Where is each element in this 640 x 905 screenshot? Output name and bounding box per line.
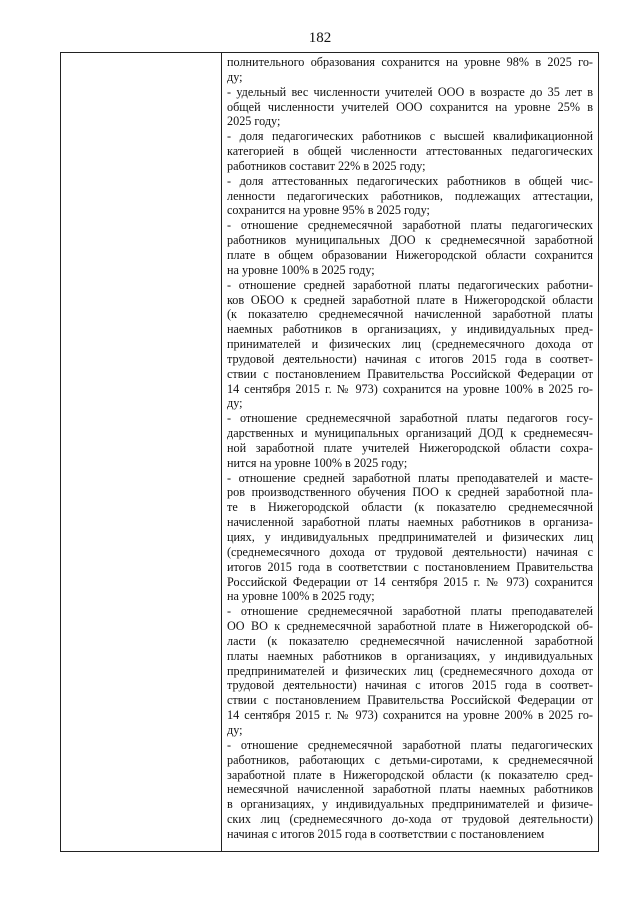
text-line: циях, у индивидуальных предпринимателей и физических лиц <box>227 530 593 544</box>
text-line: 14 сентября 2015 г. № 973) сохранится на уровне 200% в 2025 го- <box>227 708 593 723</box>
list-item <box>227 738 593 842</box>
text-line: те в Нижегородской области (к показателю среднемесячной <box>227 500 593 515</box>
text-line: ствии с постановлением Правительства Российской Федерации от <box>227 693 593 708</box>
text-line: на уровне 100% в 2025 году; <box>227 262 375 277</box>
text-line: предпринимателей и физических лиц (среднемесячного дохода от <box>227 663 593 678</box>
text-line: ОО ВО к среднемесячной заработной плате в Нижегородской об- <box>227 619 593 634</box>
text-line: - отношение среднемесячной заработной платы педагогических <box>227 737 593 752</box>
text-line: - отношение средней заработной платы преподавателей и масте- <box>227 470 593 485</box>
text-line: ду; <box>227 722 243 737</box>
text-line: наемных работников в организациях, у индивидуальных пред- <box>227 322 593 337</box>
text-line: - доля педагогических работников с высшей квалификационной <box>227 129 593 144</box>
text-line: (к показателю среднемесячной начисленной заработной платы <box>227 307 593 322</box>
text-line: - удельный вес численности учителей ООО в возрасте до 35 лет в <box>227 84 593 99</box>
list-item <box>227 85 593 130</box>
text-line: нится на уровне 100% в 2025 году; <box>227 455 408 470</box>
table-right-column <box>222 53 598 851</box>
text-line: ду; <box>227 69 243 84</box>
text-line: платы наемных работников в организациях, у индивидуальных <box>227 648 593 663</box>
text-line: начиная с итогов 2015 года в соответствии с постановлением <box>227 826 545 841</box>
list-item <box>227 604 593 738</box>
text-line: ров производственного обучения ПОО к средней заработной пла- <box>227 485 593 500</box>
text-line: трудовой деятельности) начиная с итогов 2015 года в соответ- <box>227 678 593 693</box>
text-line: начисленной заработной платы наемных работников в организа- <box>227 515 593 530</box>
text-line: - отношение средней заработной платы педагогических работни- <box>227 277 593 292</box>
text-line: в организациях, у индивидуальных предпринимателей и физиче- <box>227 797 593 812</box>
text-line: на уровне 100% в 2025 году; <box>227 589 375 604</box>
text-line: итогов 2015 года в соответствии с постановлением Правительства <box>227 559 593 574</box>
text-line: - отношение среднемесячной заработной платы педагогических <box>227 218 593 233</box>
text-line: 14 сентября 2015 г. № 973) сохранится на уровне 100% в 2025 го- <box>227 381 593 396</box>
text-line: 2025 году; <box>227 114 281 129</box>
text-line: - отношение среднемесячной заработной платы педагогов госу- <box>227 411 593 426</box>
text-line: работников, работающих с детьми-сиротами, к среднемесячной <box>227 752 593 767</box>
text-line: ленности педагогических работников, подлежащих аттестации, <box>227 188 593 203</box>
list-item <box>227 218 593 277</box>
text-line: категорией в общей численности аттестованных педагогических <box>227 144 593 159</box>
text-line: принимателей и физических лиц (среднемесячного дохода от <box>227 337 593 352</box>
text-line: ствии с постановлением Правительства Российской Федерации от <box>227 366 593 381</box>
text-line: (среднемесячного дохода от трудовой деятельности) начиная с <box>227 544 593 559</box>
text-line: заработной плате в Нижегородской области (к показателю сред- <box>227 767 593 782</box>
text-line: немесячной начисленной заработной платы наемных работников <box>227 782 593 797</box>
table-left-column <box>61 53 222 851</box>
text-line: ских лиц (среднемесячного до-хода от трудовой деятельности) <box>227 812 593 827</box>
list-item <box>227 278 593 412</box>
list-item <box>227 174 593 219</box>
text-line: ласти (к показателю среднемесячной начисленной заработной <box>227 633 593 648</box>
text-line: ков ОБОО к средней заработной плате в Нижегородской области <box>227 292 593 307</box>
list-item <box>227 129 593 174</box>
text-line: - доля аттестованных педагогических работников в общей чис- <box>227 173 593 188</box>
text-line: сохранится на уровне 95% в 2025 году; <box>227 203 430 218</box>
document-table <box>60 52 599 852</box>
text-line: дарственных и муниципальных организаций ДОД к среднемесяч- <box>227 426 593 441</box>
page-number: 182 <box>308 30 332 46</box>
text-line: ной заработной плате учителей Нижегородской области сохра- <box>227 440 593 455</box>
text-line: работников составит 22% в 2025 году; <box>227 158 426 173</box>
text-line: Российской Федерации от 14 сентября 2015 г. № 973) сохранится <box>227 574 593 589</box>
text-line: общей численности учителей ООО сохранится на уровне 25% в <box>227 99 593 114</box>
text-line: полнительного образования сохранится на уровне 98% в 2025 го- <box>227 55 593 69</box>
list-item <box>227 55 593 85</box>
text-line: - отношение среднемесячной заработной платы преподавателей <box>227 604 593 619</box>
list-item <box>227 411 593 470</box>
list-item <box>227 471 593 605</box>
text-line: плате в общем образовании Нижегородской области сохранится <box>227 247 593 262</box>
text-line: трудовой деятельности) начиная с итогов 2015 года в соответ- <box>227 351 593 366</box>
text-line: ду; <box>227 396 243 411</box>
text-line: работников муниципальных ДОО к среднемесячной заработной <box>227 233 593 248</box>
